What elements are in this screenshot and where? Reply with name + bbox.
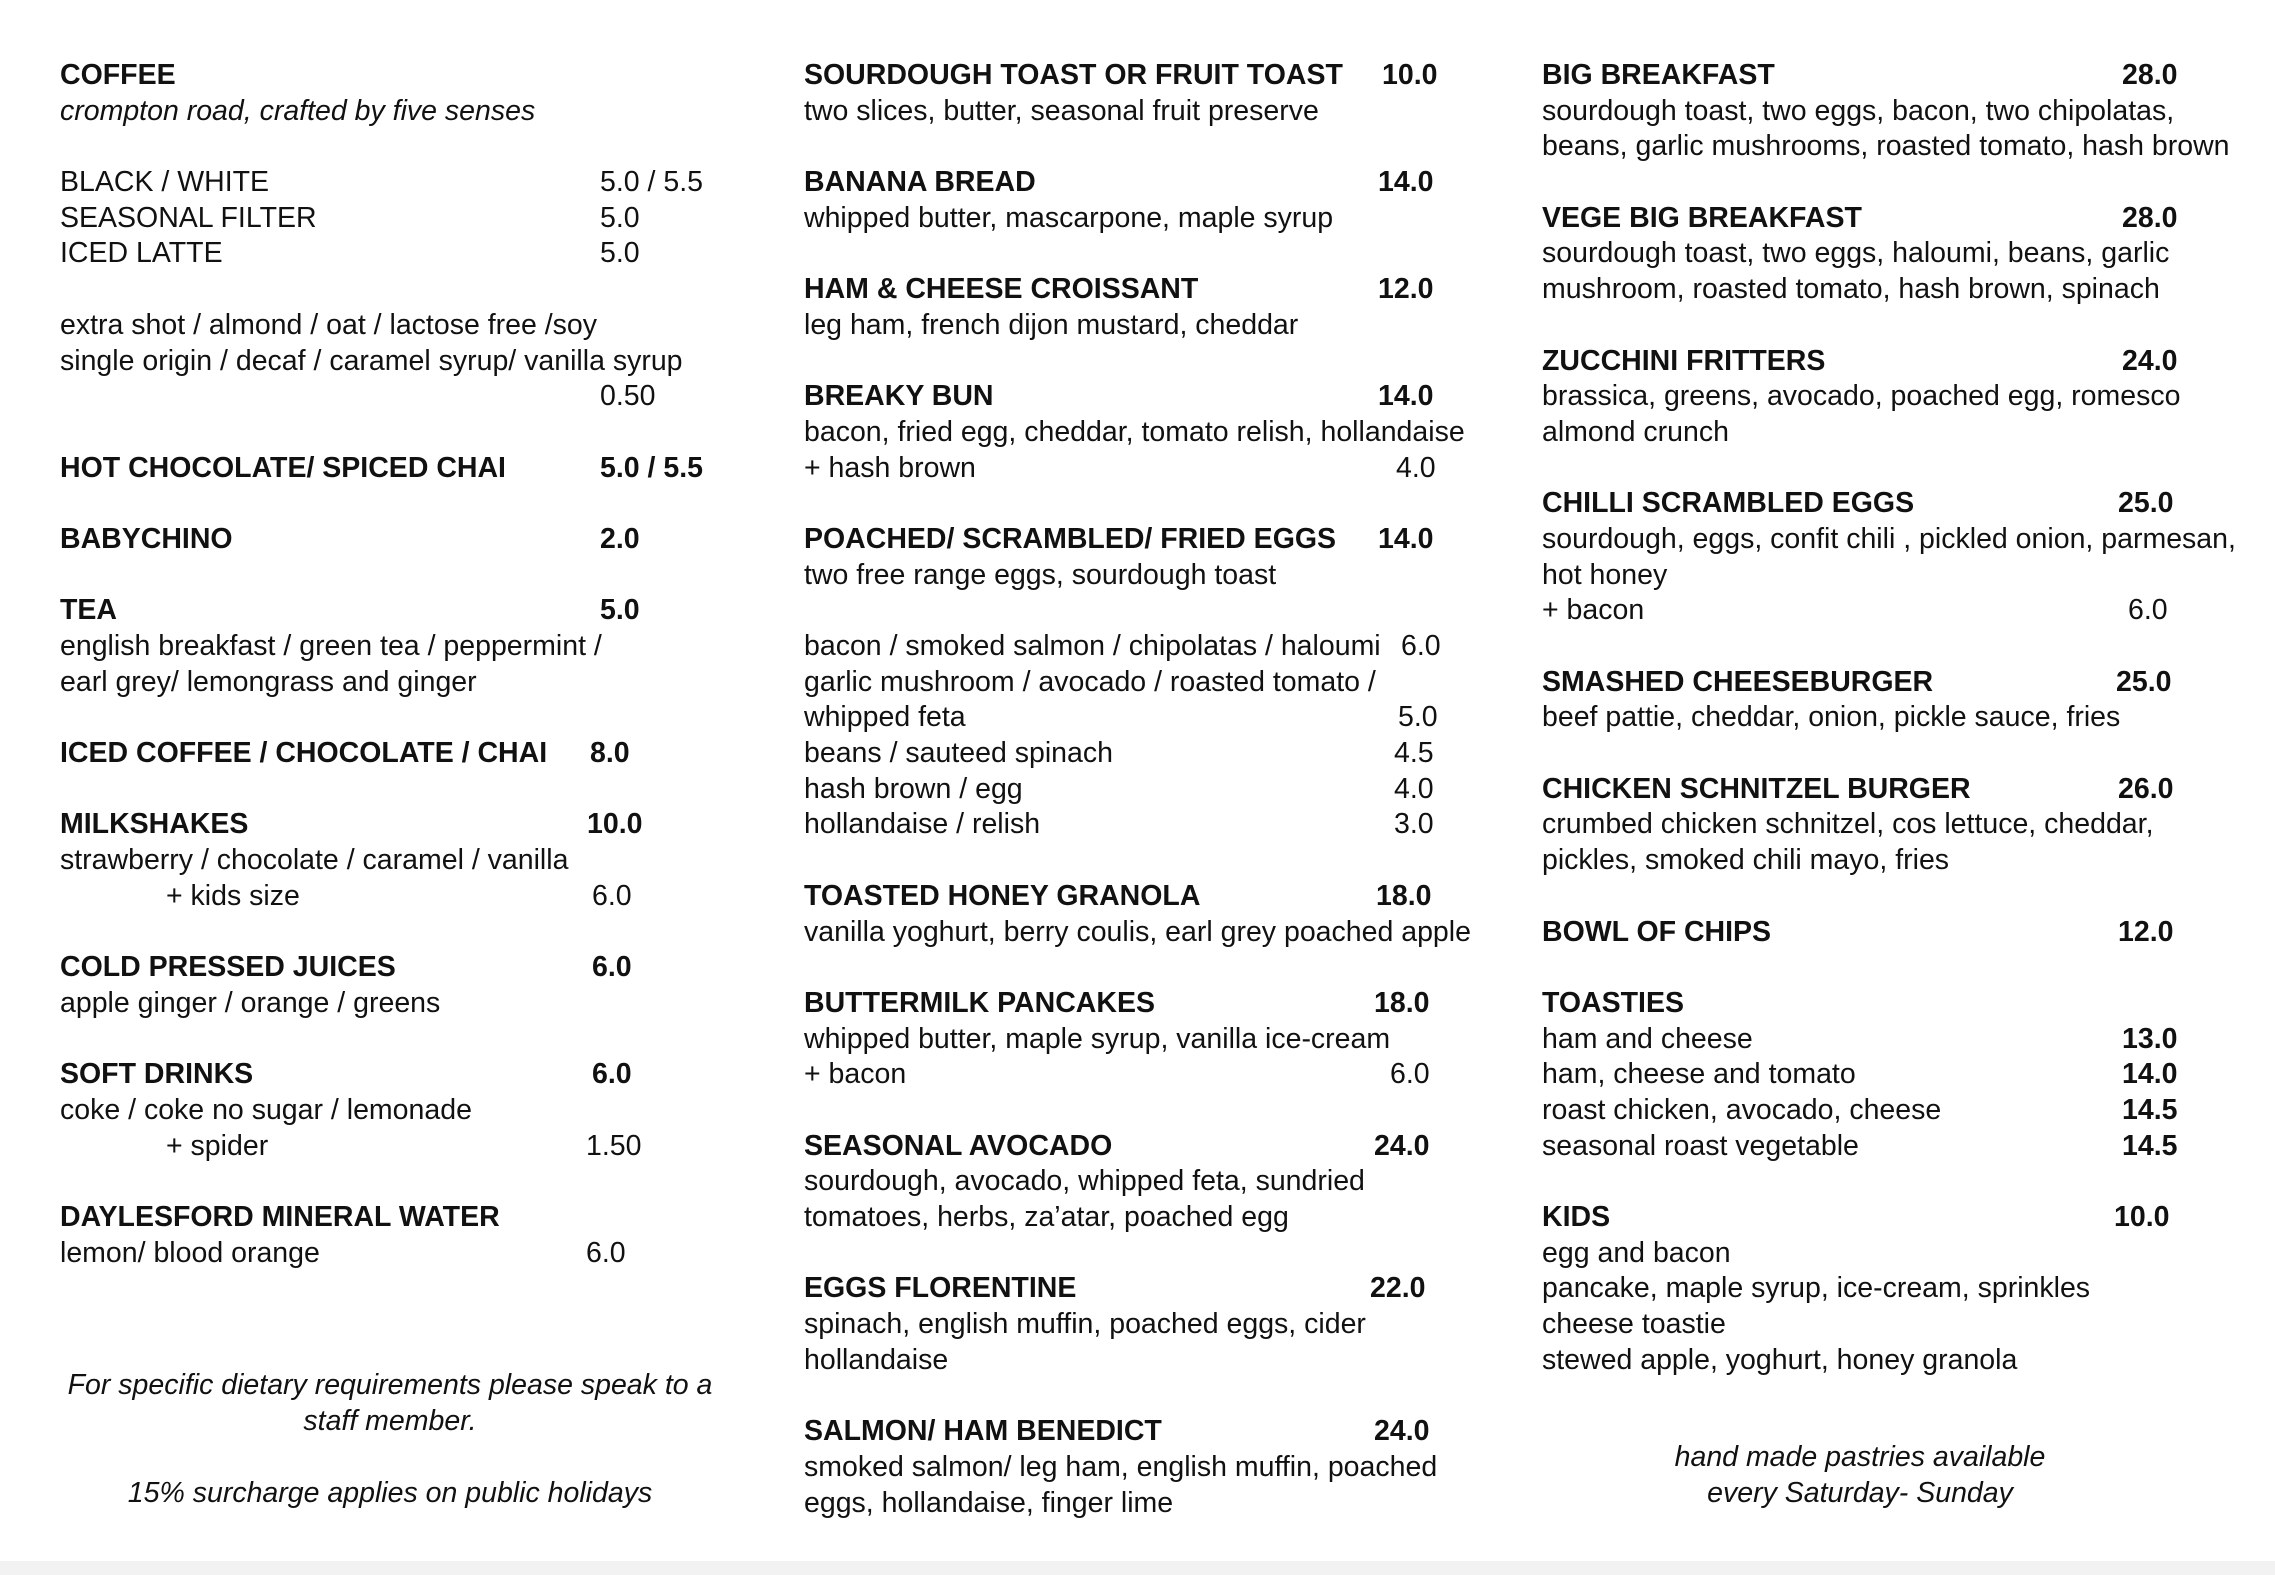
item-name: BANANA BREAD — [804, 166, 1036, 199]
side-name: whipped feta — [804, 701, 966, 734]
menu-item-benedict — [804, 1414, 1464, 1450]
milkshake-flavours: strawberry / chocolate / caramel / vanilla — [60, 844, 569, 877]
avocado-desc-2: tomatoes, herbs, za’atar, poached egg — [804, 1201, 1289, 1233]
side-price: 4.0 — [1394, 772, 1434, 805]
toastie-price: 14.0 — [2122, 1058, 2178, 1091]
item-name: HAM & CHEESE CROISSANT — [804, 273, 1199, 306]
pastries-note-line-1: hand made pastries available — [1674, 1441, 2046, 1473]
item-desc: lemon/ blood orange — [60, 1236, 320, 1269]
addon-name: + hash brown — [804, 451, 976, 484]
item-price: 5.0 — [600, 201, 640, 234]
toastie-name: ham, cheese and tomato — [1542, 1058, 1856, 1091]
menu-item-tea — [60, 593, 730, 629]
item-name: TOASTED HONEY GRANOLA — [804, 879, 1201, 912]
item-price: 5.0 / 5.5 — [600, 451, 703, 484]
kids-option: egg and bacon — [1542, 1236, 1731, 1269]
cheeseburger-desc: beef pattie, cheddar, onion, pickle sauce, fries — [1542, 701, 2121, 734]
item-name: MILKSHAKES — [60, 808, 249, 841]
item-name: ICED COFFEE / CHOCOLATE / CHAI — [60, 737, 548, 770]
juice-flavours: apple ginger / orange / greens — [60, 986, 441, 1019]
item-name: POACHED/ SCRAMBLED/ FRIED EGGS — [804, 522, 1337, 555]
menu-item-cheeseburger — [1542, 665, 2232, 701]
menu-item-coffee-black-white — [60, 165, 730, 201]
granola-desc: vanilla yoghurt, berry coulis, earl grey poached apple — [804, 915, 1471, 948]
item-price: 28.0 — [2122, 59, 2178, 91]
toastie-name: seasonal roast vegetable — [1542, 1129, 1859, 1162]
item-price: 5.0 — [600, 237, 640, 270]
item-price: 6.0 — [592, 1058, 632, 1091]
chilli-desc-2: hot honey — [1542, 558, 1668, 591]
toastie-price: 14.5 — [2122, 1129, 2178, 1162]
page-bottom-edge — [0, 1561, 2275, 1575]
big-breakfast-desc-1: sourdough toast, two eggs, bacon, two chipolatas, — [1542, 94, 2175, 127]
pancakes-addon — [804, 1057, 1464, 1093]
menu-item-eggs — [804, 522, 1464, 558]
florentine-desc-1: spinach, english muffin, poached eggs, cider — [804, 1308, 1366, 1341]
side-item — [804, 772, 1464, 808]
item-name: BABYCHINO — [60, 522, 233, 555]
kids-option: pancake, maple syrup, ice-cream, sprinkles — [1542, 1272, 2091, 1305]
toastie-item — [1542, 1129, 2232, 1165]
item-name: KIDS — [1542, 1201, 1611, 1233]
item-price: 5.0 / 5.5 — [600, 166, 703, 199]
toastie-price: 13.0 — [2122, 1022, 2178, 1055]
toastie-name: roast chicken, avocado, cheese — [1542, 1093, 1942, 1126]
menu-item-mineral-water: DAYLESFORD MINERAL WATER — [60, 1201, 500, 1233]
side-name: beans / sauteed spinach — [804, 737, 1113, 770]
breaky-bun-desc: bacon, fried egg, cheddar, tomato relish, hollandaise — [804, 415, 1465, 448]
side-price: 6.0 — [1401, 630, 1441, 662]
menu-item-pancakes — [804, 986, 1464, 1022]
item-name: BOWL OF CHIPS — [1542, 915, 1772, 948]
milkshake-kids-size — [60, 879, 730, 915]
chilli-addon — [1542, 593, 2232, 629]
side-name: bacon / smoked salmon / chipolatas / haloumi — [804, 630, 1381, 662]
toasties-heading: TOASTIES — [1542, 986, 1684, 1019]
side-name: hollandaise / relish — [804, 808, 1041, 841]
extras-price: 0.50 — [600, 380, 656, 413]
pastries-note — [1580, 1440, 2140, 1511]
side-item — [804, 700, 1464, 736]
breakfast-column — [804, 58, 1471, 1521]
toastie-item — [1542, 1057, 2232, 1093]
item-price: 18.0 — [1376, 879, 1432, 912]
item-price: 18.0 — [1374, 986, 1430, 1019]
toast-desc: two slices, butter, seasonal fruit preserve — [804, 94, 1319, 127]
menu-item-seasonal-filter — [60, 201, 730, 237]
benedict-desc-1: smoked salmon/ leg ham, english muffin, poached — [804, 1450, 1438, 1483]
item-name: SALMON/ HAM BENEDICT — [804, 1415, 1162, 1448]
menu-item-zucchini-fritters — [1542, 344, 2232, 380]
item-name: CHILLI SCRAMBLED EGGS — [1542, 487, 1915, 520]
extras-price-row — [60, 379, 730, 415]
side-price: 3.0 — [1394, 808, 1434, 841]
side-price: 4.5 — [1394, 737, 1434, 770]
item-name: BREAKY BUN — [804, 380, 994, 413]
item-price: 2.0 — [600, 522, 640, 555]
toastie-item — [1542, 1093, 2232, 1129]
item-price: 10.0 — [1382, 59, 1438, 91]
fritters-desc-1: brassica, greens, avocado, poached egg, romesco — [1542, 380, 2181, 413]
schnitzel-desc-2: pickles, smoked chili mayo, fries — [1542, 844, 1950, 877]
pastries-note-line-2: every Saturday- Sunday — [1707, 1476, 2013, 1509]
addon-price: 6.0 — [2128, 594, 2168, 627]
item-name: VEGE BIG BREAKFAST — [1542, 201, 1862, 234]
menu-item-vege-big-breakfast — [1542, 201, 2232, 237]
addon-name: + kids size — [166, 879, 300, 912]
side-price: 5.0 — [1398, 701, 1438, 734]
item-name: SOURDOUGH TOAST OR FRUIT TOAST — [804, 59, 1343, 91]
menu-item-avocado — [804, 1129, 1464, 1165]
item-price: 10.0 — [2114, 1201, 2170, 1233]
mineral-water-flavours — [60, 1236, 730, 1272]
vege-desc-2: mushroom, roasted tomato, hash brown, spinach — [1542, 273, 2160, 306]
menu-item-banana-bread — [804, 165, 1464, 201]
item-price: 14.0 — [1378, 522, 1434, 555]
eggs-desc: two free range eggs, sourdough toast — [804, 558, 1277, 591]
drinks-column — [60, 58, 730, 1271]
side-name: garlic mushroom / avocado / roasted tomato / — [804, 665, 1376, 698]
side-item — [804, 665, 1464, 701]
kids-option: cheese toastie — [1542, 1308, 1726, 1341]
item-price: 28.0 — [2122, 201, 2178, 234]
surcharge-note: 15% surcharge applies on public holidays — [127, 1477, 653, 1509]
florentine-desc-2: hollandaise — [804, 1343, 949, 1376]
addon-name: + spider — [166, 1129, 269, 1162]
dietary-note: For specific dietary requirements please speak to a staff member. — [67, 1369, 713, 1437]
side-item — [804, 629, 1464, 665]
item-name: SEASONAL FILTER — [60, 201, 317, 234]
item-name: CHICKEN SCHNITZEL BURGER — [1542, 772, 1971, 805]
addon-price: 6.0 — [592, 879, 632, 912]
menu-item-florentine — [804, 1271, 1464, 1307]
item-price: 6.0 — [586, 1236, 626, 1269]
breaky-bun-addon — [804, 451, 1464, 487]
menu-item-iced-drinks — [60, 736, 730, 772]
menu-item-soft-drinks — [60, 1057, 730, 1093]
item-price: 25.0 — [2116, 665, 2172, 698]
addon-name: + bacon — [804, 1058, 907, 1091]
banana-bread-desc: whipped butter, mascarpone, maple syrup — [804, 201, 1334, 234]
item-price: 12.0 — [1378, 273, 1434, 306]
item-price: 8.0 — [590, 737, 630, 770]
tea-options-1: english breakfast / green tea / peppermint / — [60, 630, 602, 662]
addon-price: 6.0 — [1390, 1058, 1430, 1091]
coffee-heading: COFFEE — [60, 59, 176, 91]
toastie-price: 14.5 — [2122, 1093, 2178, 1126]
croissant-desc: leg ham, french dijon mustard, cheddar — [804, 308, 1299, 341]
menu-item-milkshakes — [60, 807, 730, 843]
menu-item-iced-latte — [60, 236, 730, 272]
soft-drink-spider — [60, 1129, 730, 1165]
item-name: ICED LATTE — [60, 237, 223, 270]
menu-item-big-breakfast — [1542, 58, 2232, 94]
schnitzel-desc-1: crumbed chicken schnitzel, cos lettuce, cheddar, — [1542, 808, 2154, 841]
soft-drink-options: coke / coke no sugar / lemonade — [60, 1093, 472, 1126]
item-price: 24.0 — [1374, 1415, 1430, 1448]
item-name: BIG BREAKFAST — [1542, 59, 1775, 91]
toastie-item — [1542, 1022, 2232, 1058]
menu-item-granola — [804, 879, 1464, 915]
pancakes-desc: whipped butter, maple syrup, vanilla ice-cream — [804, 1022, 1391, 1055]
item-name: BLACK / WHITE — [60, 166, 270, 199]
side-name: hash brown / egg — [804, 772, 1023, 805]
item-name: HOT CHOCOLATE/ SPICED CHAI — [60, 451, 506, 484]
fritters-desc-2: almond crunch — [1542, 415, 1729, 448]
item-price: 22.0 — [1370, 1272, 1426, 1305]
menu-item-schnitzel-burger — [1542, 772, 2232, 808]
side-item — [804, 807, 1464, 843]
item-price: 26.0 — [2118, 772, 2174, 805]
vege-desc-1: sourdough toast, two eggs, haloumi, beans, garlic — [1542, 237, 2170, 270]
menu-item-kids — [1542, 1200, 2232, 1236]
item-name: SOFT DRINKS — [60, 1058, 254, 1091]
menu-item-bowl-of-chips — [1542, 915, 2232, 951]
item-price: 14.0 — [1378, 380, 1434, 413]
addon-price: 1.50 — [586, 1129, 642, 1162]
item-name: SEASONAL AVOCADO — [804, 1129, 1113, 1162]
menu-item-babychino — [60, 522, 730, 558]
benedict-desc-2: eggs, hollandaise, finger lime — [804, 1486, 1174, 1519]
item-price: 6.0 — [592, 951, 632, 984]
item-price: 25.0 — [2118, 487, 2174, 520]
menu-item-juices — [60, 950, 730, 986]
item-name: ZUCCHINI FRITTERS — [1542, 344, 1826, 377]
item-price: 12.0 — [2118, 915, 2174, 948]
item-name: COLD PRESSED JUICES — [60, 951, 396, 984]
menu-item-chilli-eggs — [1542, 486, 2232, 522]
menu-item-hot-chocolate — [60, 451, 730, 487]
item-price: 24.0 — [1374, 1129, 1430, 1162]
addon-price: 4.0 — [1396, 451, 1436, 484]
extras-line-1: extra shot / almond / oat / lactose free /soy — [60, 308, 598, 341]
menu-item-breaky-bun — [804, 379, 1464, 415]
addon-name: + bacon — [1542, 594, 1645, 627]
item-price: 5.0 — [600, 594, 640, 627]
extras-line-2: single origin / decaf / caramel syrup/ vanilla syrup — [60, 344, 683, 377]
item-name: EGGS FLORENTINE — [804, 1272, 1077, 1305]
item-name: BUTTERMILK PANCAKES — [804, 986, 1155, 1019]
menu-item-croissant — [804, 272, 1464, 308]
big-breakfast-desc-2: beans, garlic mushrooms, roasted tomato, hash brown — [1542, 130, 2230, 163]
avocado-desc-1: sourdough, avocado, whipped feta, sundried — [804, 1165, 1365, 1198]
item-price: 10.0 — [587, 808, 643, 841]
coffee-subtitle: crompton road, crafted by five senses — [60, 94, 536, 127]
kids-option: stewed apple, yoghurt, honey granola — [1542, 1343, 2018, 1376]
menu-item-toast — [804, 58, 1464, 94]
item-name: SMASHED CHEESEBURGER — [1542, 665, 1934, 698]
item-price: 14.0 — [1378, 166, 1434, 199]
side-item — [804, 736, 1464, 772]
item-name: TEA — [60, 594, 117, 627]
chilli-desc-1: sourdough, eggs, confit chili , pickled onion, parmesan, — [1542, 522, 2236, 555]
mains-column — [1542, 58, 2236, 1378]
toastie-name: ham and cheese — [1542, 1022, 1753, 1055]
item-price: 24.0 — [2122, 344, 2178, 377]
tea-options-2: earl grey/ lemongrass and ginger — [60, 665, 477, 698]
